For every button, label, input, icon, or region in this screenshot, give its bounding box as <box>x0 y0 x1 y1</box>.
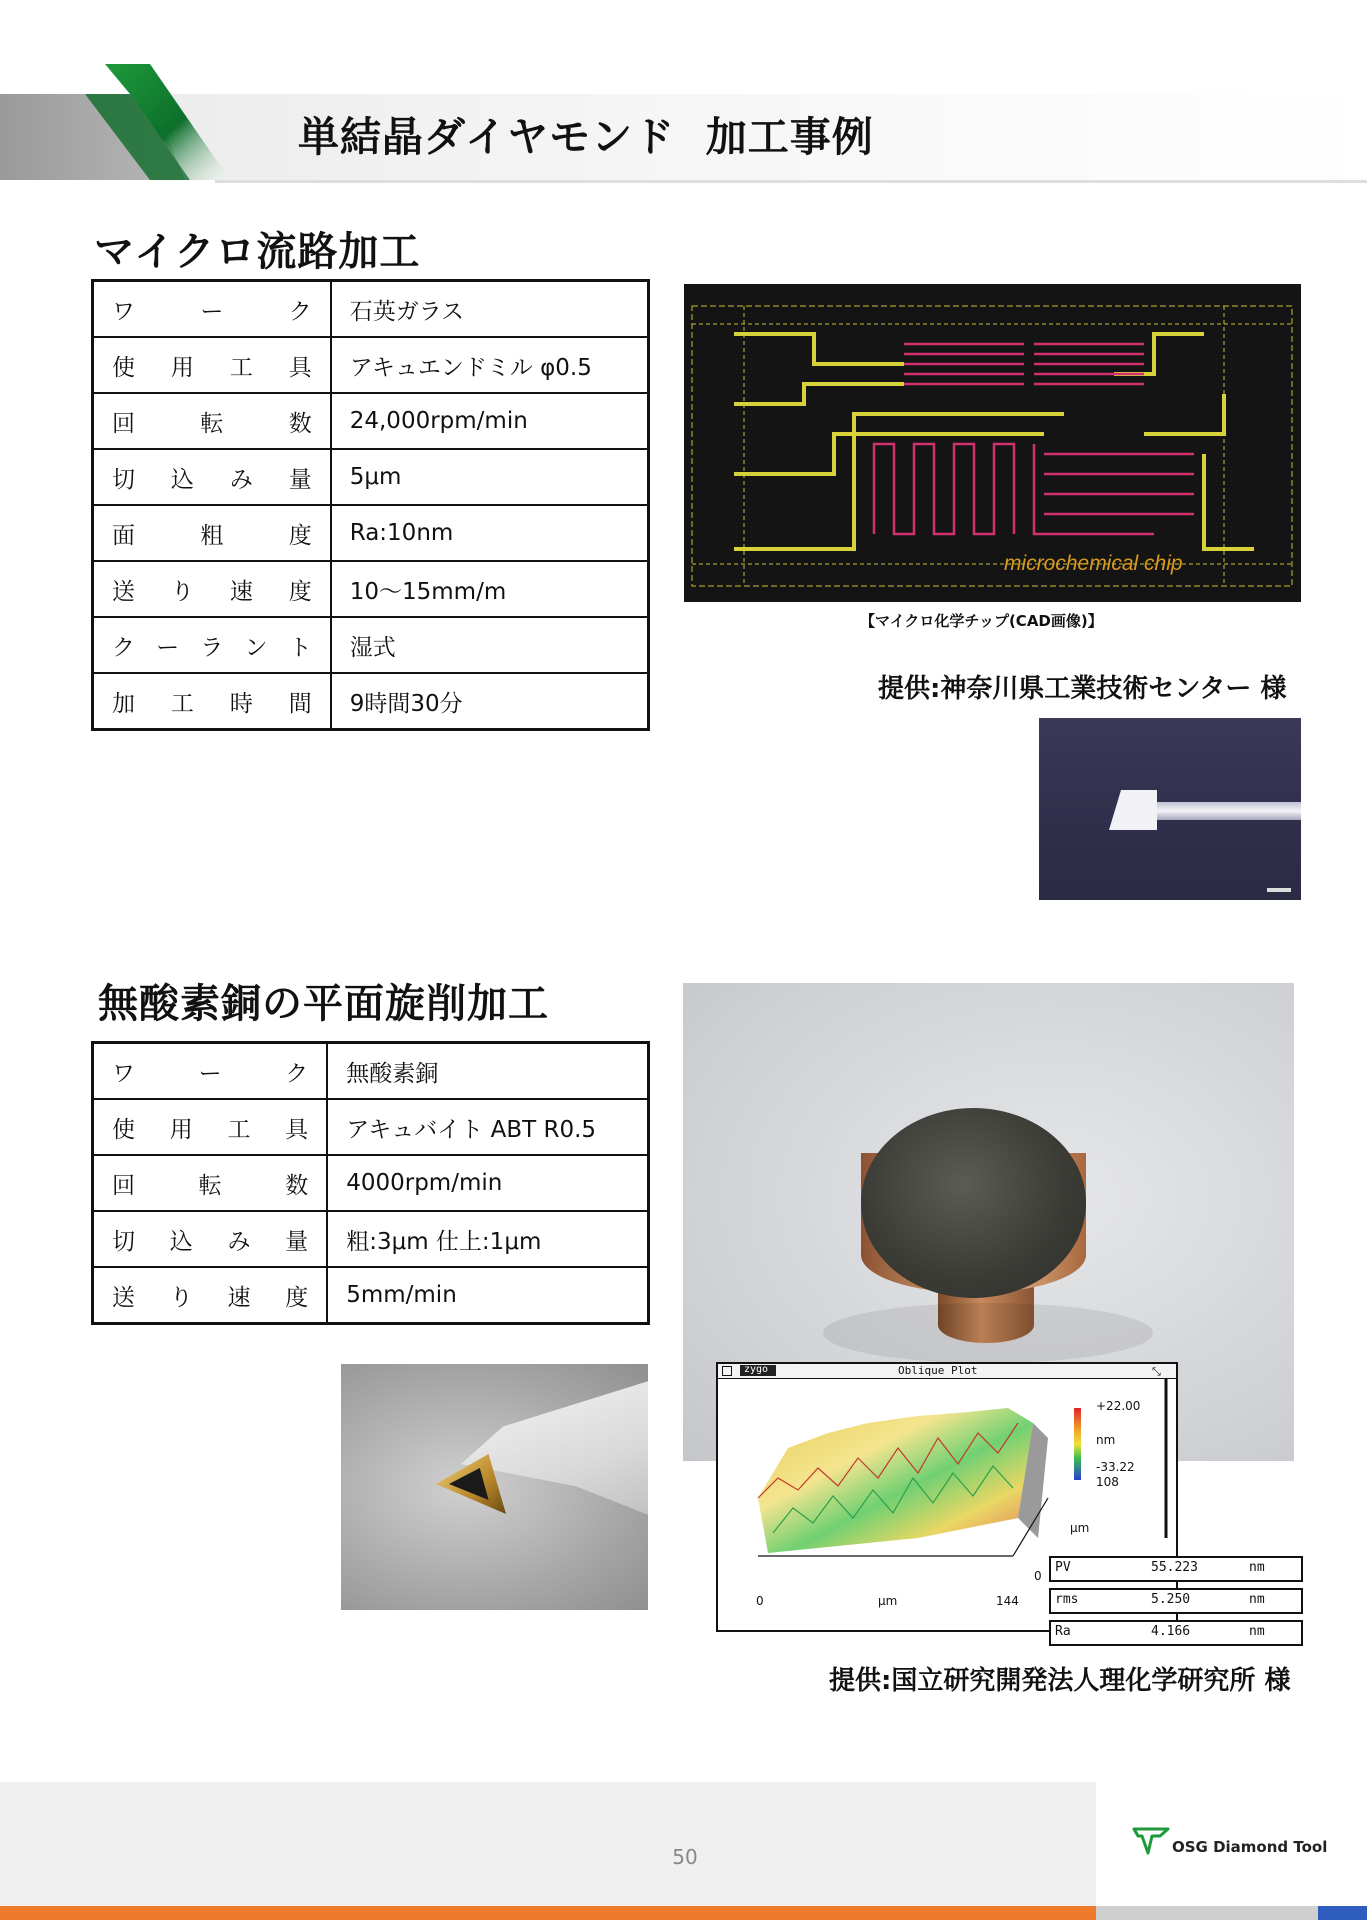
cad-image-microchemical-chip <box>684 284 1301 602</box>
spec-label-char: 具 <box>288 354 312 381</box>
spec-label <box>93 1099 328 1155</box>
spec-label <box>93 561 331 617</box>
window-menu-icon <box>722 1366 732 1376</box>
cad-caption: 【マイクロ化学チップ(CAD画像)】 <box>860 612 1103 630</box>
spec-value: アキュエンドミル φ0.5 <box>331 337 649 393</box>
spec-value: 湿式 <box>331 617 649 673</box>
table-row <box>93 1099 649 1155</box>
spec-value: 24,000rpm/min <box>331 393 649 449</box>
spec-label-char: 使 <box>112 354 135 381</box>
spec-value: アキュバイト ABT R0.5 <box>327 1099 648 1155</box>
stat-name: PV <box>1055 1560 1071 1575</box>
header-logo-shape <box>0 60 240 210</box>
spec-label-char: ー <box>200 298 224 325</box>
spec-label-char: ワ <box>112 1060 135 1087</box>
spec-label-char: 工 <box>170 690 194 717</box>
spec-label-char: ワ <box>112 298 135 325</box>
stat-row <box>1049 1556 1303 1582</box>
surface-stats <box>1049 1556 1303 1652</box>
spec-label-char: 面 <box>112 522 135 549</box>
spec-label <box>93 1043 328 1100</box>
header-underline <box>215 180 1367 183</box>
spec-value: 4000rpm/min <box>327 1155 648 1211</box>
stat-row <box>1049 1620 1303 1646</box>
spec-label <box>93 617 331 673</box>
spec-label-char: り <box>169 1284 193 1311</box>
osg-logo-text: OSG Diamond Tool <box>1172 1838 1328 1856</box>
spec-label-char: 工 <box>227 1116 251 1143</box>
spec-label-char: 転 <box>200 410 224 437</box>
depth-value: 108 <box>1096 1475 1119 1489</box>
table-row <box>93 449 649 505</box>
table-row <box>93 561 649 617</box>
scale-unit: nm <box>1096 1433 1116 1447</box>
spec-label-char: 度 <box>288 522 312 549</box>
spec-value: 石英ガラス <box>331 281 649 338</box>
stat-row <box>1049 1588 1303 1614</box>
spec-label-char: 間 <box>288 690 312 717</box>
table-row <box>93 617 649 673</box>
stat-value: 4.166 <box>1151 1624 1191 1639</box>
section-title-microchannel: マイクロ流路加工 <box>94 229 421 275</box>
spec-value: 9時間30分 <box>331 673 649 730</box>
table-row <box>93 673 649 730</box>
table-row <box>93 337 649 393</box>
stat-unit: nm <box>1249 1560 1265 1575</box>
spec-label-char: ク <box>285 1060 309 1087</box>
spec-label-char: ラ <box>200 634 224 661</box>
spec-label-char: 粗 <box>200 522 224 549</box>
footer-gray-bar <box>1096 1906 1318 1920</box>
page-title: 単結晶ダイヤモンド 加工事例 <box>298 113 874 161</box>
stat-unit: nm <box>1249 1592 1265 1607</box>
credit-riken: 提供:国立研究開発法人理化学研究所 様 <box>829 1666 1291 1696</box>
spec-value: Ra:10nm <box>331 505 649 561</box>
spec-label-char: ー <box>198 1060 222 1087</box>
section-title-copper-turning: 無酸素銅の平面旋削加工 <box>98 981 549 1027</box>
table-row <box>93 1155 649 1211</box>
table-row <box>93 1043 649 1100</box>
spec-value: 5μm <box>331 449 649 505</box>
spec-label-char: 転 <box>198 1172 222 1199</box>
spec-value: 5mm/min <box>327 1267 648 1324</box>
spec-value: 粗:3μm 仕上:1μm <box>327 1211 648 1267</box>
spec-label <box>93 1267 328 1324</box>
spec-label-char: 速 <box>227 1284 251 1311</box>
spec-label-char: 込 <box>169 1228 193 1255</box>
spec-label <box>93 393 331 449</box>
stat-value: 55.223 <box>1151 1560 1198 1575</box>
spec-table-copper-turning <box>91 1041 650 1325</box>
resize-icon: ⤡ <box>1152 1365 1161 1378</box>
page-number: 50 <box>672 1845 698 1869</box>
spec-label-char: 使 <box>112 1116 135 1143</box>
endmill-photo <box>1039 718 1301 900</box>
spec-label-char: 込 <box>170 466 194 493</box>
x-unit-label: μm <box>878 1594 898 1608</box>
spec-label-char: 用 <box>170 354 194 381</box>
spec-label-char: 数 <box>285 1172 309 1199</box>
spec-label-char: 送 <box>112 1284 135 1311</box>
spec-label-char: 回 <box>112 410 135 437</box>
stat-value: 5.250 <box>1151 1592 1191 1607</box>
spec-label-char: 時 <box>229 690 253 717</box>
spec-label <box>93 505 331 561</box>
zygo-plot-title: Oblique Plot <box>898 1364 978 1377</box>
spec-label <box>93 281 331 338</box>
x-end-label: 144 <box>996 1594 1019 1608</box>
spec-label <box>93 337 331 393</box>
table-row <box>93 281 649 338</box>
table-row <box>93 1211 649 1267</box>
spec-label-char: み <box>229 466 253 493</box>
scale-min: -33.22 <box>1096 1460 1135 1474</box>
spec-label-char: 度 <box>288 578 312 605</box>
spec-label-char: ク <box>288 298 312 325</box>
spec-label-char: 量 <box>285 1228 309 1255</box>
credit-kanagawa: 提供:神奈川県工業技術センター 様 <box>878 674 1287 704</box>
spec-label <box>93 673 331 730</box>
footer-blue-bar <box>1318 1906 1367 1920</box>
spec-label <box>93 1155 328 1211</box>
spec-label-char: 回 <box>112 1172 135 1199</box>
spec-label-char: 具 <box>285 1116 309 1143</box>
table-row <box>93 505 649 561</box>
spec-label-char: 切 <box>112 1228 135 1255</box>
spec-label-char: 工 <box>229 354 253 381</box>
depth-unit: μm <box>1070 1521 1090 1535</box>
spec-label-char: ン <box>244 634 268 661</box>
spec-label-char: 加 <box>112 690 135 717</box>
spec-label <box>93 1211 328 1267</box>
spec-value: 10～15mm/m <box>331 561 649 617</box>
spec-table-microchannel <box>91 279 650 731</box>
osg-logo-icon <box>1132 1826 1170 1856</box>
stat-unit: nm <box>1249 1624 1265 1639</box>
spec-label-char: み <box>227 1228 251 1255</box>
spec-value: 無酸素銅 <box>327 1043 648 1100</box>
spec-label <box>93 449 331 505</box>
spec-label-char: り <box>170 578 194 605</box>
spec-label-char: 切 <box>112 466 135 493</box>
y-zero-label: 0 <box>1034 1569 1042 1583</box>
zygo-brand: zygo <box>744 1364 769 1375</box>
table-row <box>93 393 649 449</box>
spec-label-char: ト <box>288 634 312 661</box>
spec-label-char: 送 <box>112 578 135 605</box>
table-row <box>93 1267 649 1324</box>
spec-label-char: 量 <box>288 466 312 493</box>
spec-label-char: 用 <box>169 1116 193 1143</box>
spec-label-char: 度 <box>285 1284 309 1311</box>
spec-label-char: 数 <box>288 410 312 437</box>
footer-orange-bar <box>0 1906 1096 1920</box>
stat-name: Ra <box>1055 1624 1071 1639</box>
chip-label: microchemical chip <box>1004 552 1183 575</box>
spec-label-char: ー <box>156 634 180 661</box>
stat-name: rms <box>1055 1592 1079 1607</box>
spec-label-char: 速 <box>229 578 253 605</box>
x-start-label: 0 <box>756 1594 764 1608</box>
byte-tool-photo <box>341 1364 648 1610</box>
scale-max: +22.00 <box>1096 1399 1141 1413</box>
spec-label-char: ク <box>112 634 135 661</box>
